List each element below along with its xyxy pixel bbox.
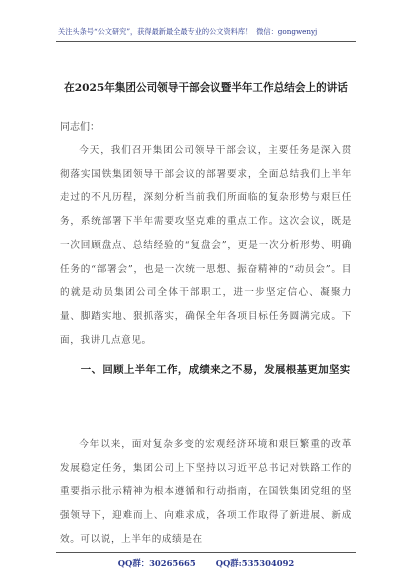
- header-notice-text: 关注头条号“公文研究”，获得最新最全最专业的公文资料库！: [58, 27, 253, 36]
- salutation: 同志们：: [60, 122, 100, 133]
- header-divider: [56, 41, 356, 42]
- section-heading-1: 一、回顾上半年工作，成绩来之不易，发展根基更加坚实: [80, 364, 351, 376]
- header-wechat: 微信：gongwenyj: [256, 27, 318, 36]
- footer-divider: [56, 552, 356, 553]
- footer: [56, 557, 356, 569]
- document-title: 在2025年集团公司领导干部会议暨半年工作总结会上的讲话: [64, 82, 348, 94]
- header-notice: [58, 27, 358, 37]
- body-paragraph-2: 今年以来，面对复杂多变的宏观经济环境和艰巨繁重的改革发展稳定任务，集团公司上下坚持以习近平总书记对铁路工作的重要指示批示精神为根本遵循和行动指南，在国铁集团党组的坚强领导下，迎难而上、向难求成，各项工作取得了新进展、新成效。可以说，上半年的成绩是在: [60, 439, 352, 545]
- body-paragraph-1: 今天，我们召开集团公司领导干部会议，主要任务是深入贯彻落实国铁集团领导干部会议的部署要求，全面总结我们上半年走过的不凡历程，深刻分析当前我们所面临的复杂形势与艰巨任务，系统部署下半年需要攻坚克难的重点工作。这次会议，既是一次回顾盘点、总结经验的“复盘会”，更是一次分析形势、明确任务的“部署会”，也是一次统一思想、振奋精神的“动员会”。目的就是动员集团公司全体干部职工，进一步坚定信心、凝聚力量、脚踏实地、狠抓落实，确保全年各项目标任务圆满完成。下面，我讲几点意见。: [60, 145, 352, 346]
- footer-qq-primary: QQ群：30265665: [117, 558, 196, 568]
- footer-qq-secondary: QQ群:535304092: [215, 558, 295, 568]
